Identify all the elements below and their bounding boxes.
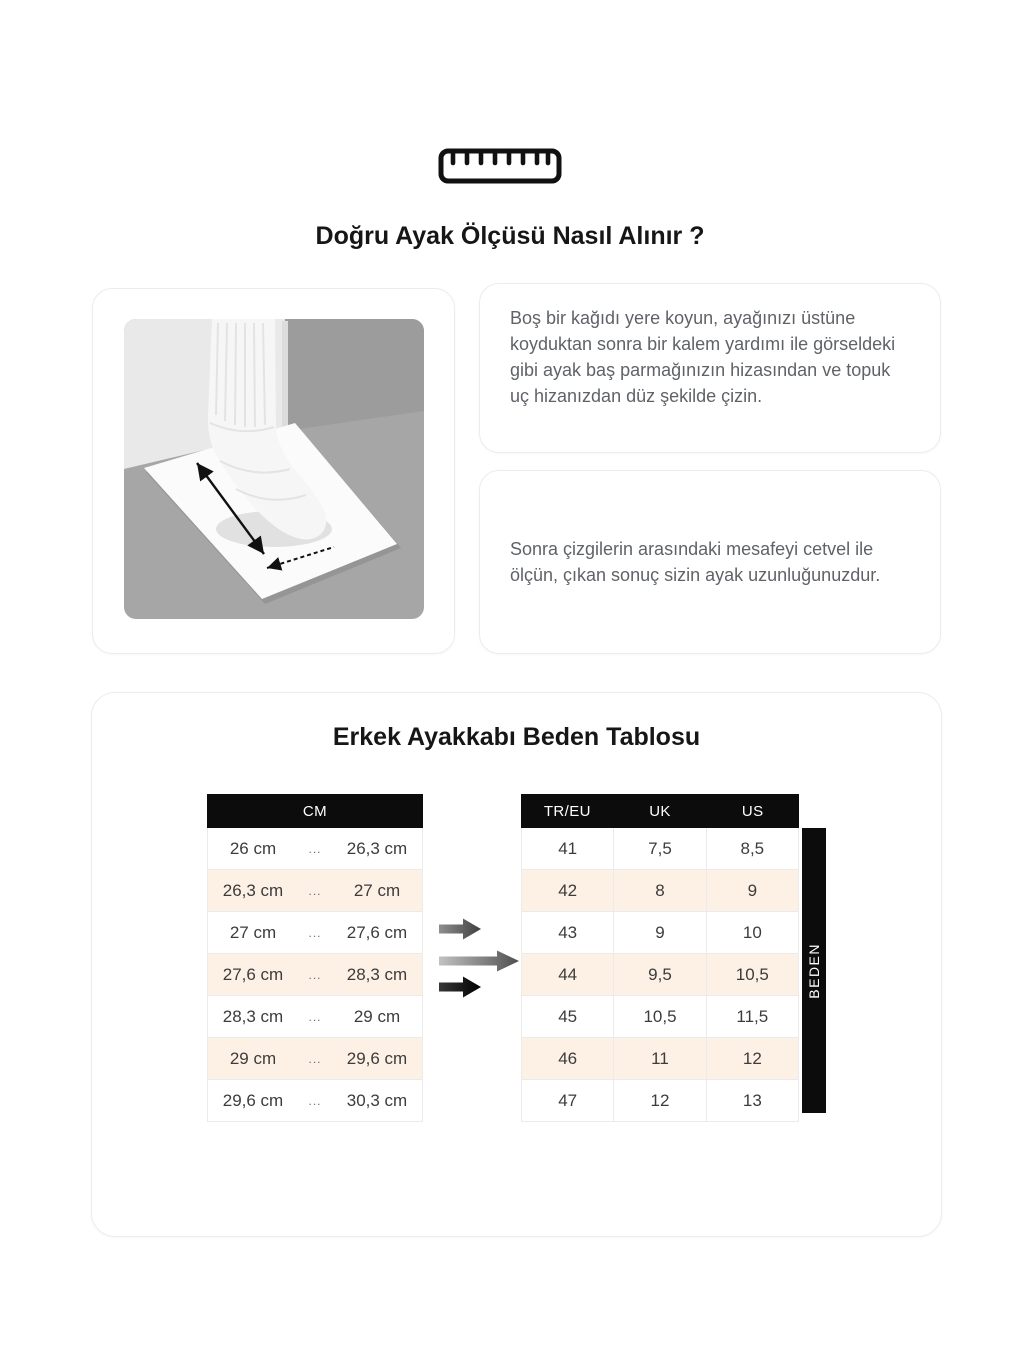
size-table-row <box>521 828 799 870</box>
cm-from-value: 26 cm <box>229 838 277 858</box>
cm-table-row <box>207 870 423 912</box>
uk-value: 7,5 <box>613 828 705 869</box>
cm-to-value: 26,3 cm <box>346 838 408 858</box>
tr-eu-value: 41 <box>558 838 578 858</box>
size-table-row <box>521 1038 799 1080</box>
beden-side-label <box>802 828 826 1113</box>
cm-table-row <box>207 996 423 1038</box>
conversion-arrows-icon <box>437 914 521 1002</box>
cm-table-row <box>207 1080 423 1122</box>
us-value: 13 <box>706 1080 798 1121</box>
cm-from-value: 29 cm <box>229 1048 277 1068</box>
measurement-photo-card <box>92 288 455 654</box>
tr-eu-value: 45 <box>558 1006 578 1026</box>
range-dots: ... <box>308 925 322 940</box>
cm-from-value: 26,3 cm <box>222 880 284 900</box>
cm-table-header: CM <box>207 794 423 828</box>
us-value: 9 <box>706 870 798 911</box>
beden-label-text: BEDEN <box>806 942 822 999</box>
uk-value: 9 <box>613 912 705 953</box>
cm-to-value: 28,3 cm <box>346 964 408 984</box>
header-tr-eu: TR/EU <box>543 802 591 820</box>
tr-eu-value: 44 <box>558 964 578 984</box>
cm-to-value: 27,6 cm <box>346 922 408 942</box>
us-value: 8,5 <box>706 828 798 869</box>
size-table-card <box>91 692 942 1237</box>
tr-eu-value: 43 <box>558 922 578 942</box>
international-size-table <box>521 794 799 1122</box>
range-dots: ... <box>308 1093 322 1108</box>
cm-from-value: 29,6 cm <box>222 1090 284 1110</box>
instruction-step2-card <box>479 470 941 654</box>
uk-value: 9,5 <box>613 954 705 995</box>
us-value: 11,5 <box>706 996 798 1037</box>
us-value: 10,5 <box>706 954 798 995</box>
instruction-step1-card <box>479 283 941 453</box>
page-title: Doğru Ayak Ölçüsü Nasıl Alınır ? <box>315 222 705 250</box>
cm-range-table <box>207 794 423 1122</box>
foot-measurement-photo <box>124 319 424 619</box>
tr-eu-value: 47 <box>558 1090 578 1110</box>
uk-value: 10,5 <box>613 996 705 1037</box>
uk-value: 11 <box>613 1038 705 1079</box>
cm-table-row <box>207 954 423 996</box>
tr-eu-value: 42 <box>558 880 578 900</box>
cm-from-value: 27 cm <box>229 922 277 942</box>
size-table-row <box>521 996 799 1038</box>
range-dots: ... <box>308 841 322 856</box>
range-dots: ... <box>308 1051 322 1066</box>
size-table-row <box>521 912 799 954</box>
size-table-header-row <box>521 794 799 828</box>
uk-value: 8 <box>613 870 705 911</box>
cm-to-value: 29 cm <box>353 1006 401 1026</box>
header-uk: UK <box>649 802 671 820</box>
size-table-row <box>521 870 799 912</box>
header-us: US <box>741 802 764 820</box>
instruction-step1-text: Boş bir kağıdı yere koyun, ayağınızı üstüne koyduktan sonra bir kalem yardımı ile görseldeki gibi ayak baş parmağınızın hizasından ve topuk uç hizanızdan düz şekilde çizin. <box>510 308 896 406</box>
range-dots: ... <box>308 1009 322 1024</box>
uk-value: 12 <box>613 1080 705 1121</box>
range-dots: ... <box>308 883 322 898</box>
size-table-title: Erkek Ayakkabı Beden Tablosu <box>332 723 701 751</box>
cm-table-row <box>207 1038 423 1080</box>
cm-from-value: 27,6 cm <box>222 964 284 984</box>
us-value: 10 <box>706 912 798 953</box>
cm-to-value: 30,3 cm <box>346 1090 408 1110</box>
ruler-icon <box>438 148 562 184</box>
cm-table-row <box>207 828 423 870</box>
instruction-step2-text: Sonra çizgilerin arasındaki mesafeyi cetvel ile ölçün, çıkan sonuç sizin ayak uzunluğunuzdur. <box>510 539 881 585</box>
range-dots: ... <box>308 967 322 982</box>
size-table-row <box>521 1080 799 1122</box>
tr-eu-value: 46 <box>558 1048 578 1068</box>
cm-from-value: 28,3 cm <box>222 1006 284 1026</box>
cm-to-value: 27 cm <box>353 880 401 900</box>
us-value: 12 <box>706 1038 798 1079</box>
cm-to-value: 29,6 cm <box>346 1048 408 1068</box>
size-table-row <box>521 954 799 996</box>
cm-table-row <box>207 912 423 954</box>
